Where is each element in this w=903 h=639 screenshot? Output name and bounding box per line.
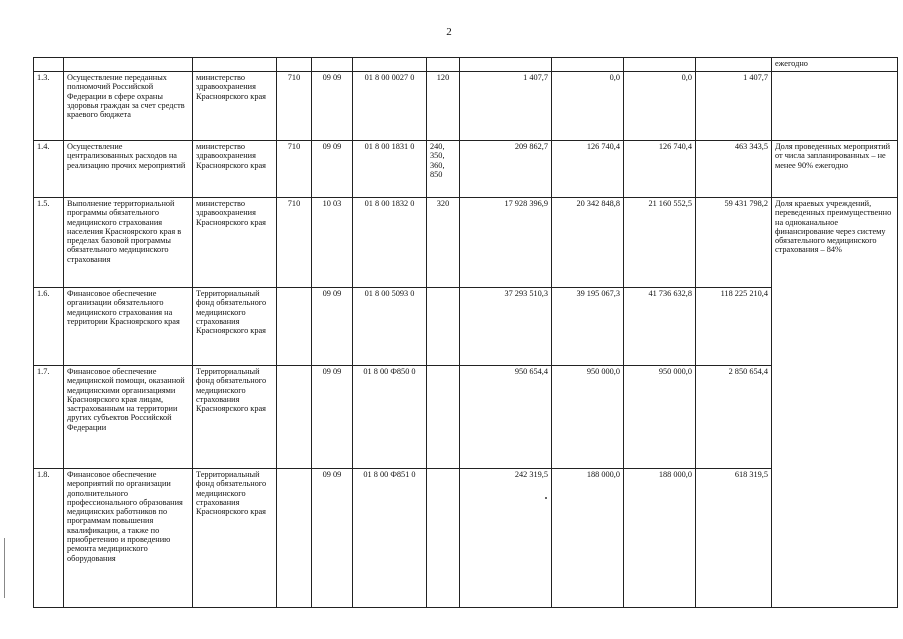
vr-code: 320 bbox=[427, 198, 460, 288]
table-row bbox=[34, 469, 898, 608]
row-number: 1.8. bbox=[34, 469, 64, 608]
executor: министерство здравоохранения Красноярского края bbox=[193, 198, 277, 288]
table-row bbox=[34, 198, 898, 288]
year1-amount: 209 862,7 bbox=[460, 141, 552, 198]
rzpr-code: 09 09 bbox=[312, 366, 353, 469]
csr-code: 01 8 00 0027 0 bbox=[353, 72, 427, 141]
result-cell: Доля проведенных мероприятий от числа запланированных – не менее 90% ежегодно bbox=[772, 141, 898, 198]
total-amount: 118 225 210,4 bbox=[696, 288, 772, 366]
program-table bbox=[33, 57, 898, 608]
grbs-code: 710 bbox=[277, 141, 312, 198]
year2-amount: 950 000,0 bbox=[552, 366, 624, 469]
row-number: 1.4. bbox=[34, 141, 64, 198]
result-cell: Доля краевых учреждений, переведенных преимущественно на одноканальное финансирование через систему обязательного медицинского страхования – 84% bbox=[772, 198, 898, 608]
executor: Территориальный фонд обязательного медицинского страхования Красноярского края bbox=[193, 288, 277, 366]
year1-amount: 242 319,5 bbox=[460, 469, 552, 608]
year2-amount: 126 740,4 bbox=[552, 141, 624, 198]
page-number: 2 bbox=[446, 26, 452, 38]
year2-amount: 39 195 067,3 bbox=[552, 288, 624, 366]
year1-amount: 37 293 510,3 bbox=[460, 288, 552, 366]
scan-artifact-dot bbox=[545, 497, 547, 499]
csr-code: 01 8 00 5093 0 bbox=[353, 288, 427, 366]
executor: Территориальный фонд обязательного медицинского страхования Красноярского края bbox=[193, 366, 277, 469]
csr-code: 01 8 00 1832 0 bbox=[353, 198, 427, 288]
year2-amount: 20 342 848,8 bbox=[552, 198, 624, 288]
executor: министерство здравоохранения Красноярского края bbox=[193, 72, 277, 141]
year3-amount: 41 736 632,8 bbox=[624, 288, 696, 366]
vr-code: 120 bbox=[427, 72, 460, 141]
executor: министерство здравоохранения Красноярского края bbox=[193, 141, 277, 198]
grbs-code bbox=[277, 366, 312, 469]
scan-artifact-line bbox=[4, 538, 5, 598]
activity-name: Осуществление централизованных расходов на реализацию прочих мероприятий bbox=[64, 141, 193, 198]
year1-amount: 1 407,7 bbox=[460, 72, 552, 141]
rzpr-code: 09 09 bbox=[312, 72, 353, 141]
executor: Территориальный фонд обязательного медицинского страхования Красноярского края bbox=[193, 469, 277, 608]
vr-code bbox=[427, 288, 460, 366]
rzpr-code: 09 09 bbox=[312, 469, 353, 608]
row-number: 1.5. bbox=[34, 198, 64, 288]
csr-code: 01 8 00 Ф850 0 bbox=[353, 366, 427, 469]
total-amount: 463 343,5 bbox=[696, 141, 772, 198]
table-row bbox=[34, 58, 898, 72]
result-cell bbox=[772, 72, 898, 141]
total-amount: 2 850 654,4 bbox=[696, 366, 772, 469]
table-row bbox=[34, 288, 898, 366]
row-number: 1.6. bbox=[34, 288, 64, 366]
row-number: 1.7. bbox=[34, 366, 64, 469]
activity-name: Финансовое обеспечение мероприятий по организации дополнительного профессионального образования медицинских работников по программам повышения квалификации, а также по приобретению и проведению ремонта медицинского оборудования bbox=[64, 469, 193, 608]
year2-amount: 0,0 bbox=[552, 72, 624, 141]
total-amount: 618 319,5 bbox=[696, 469, 772, 608]
rzpr-code: 09 09 bbox=[312, 141, 353, 198]
total-amount: 1 407,7 bbox=[696, 72, 772, 141]
vr-code bbox=[427, 366, 460, 469]
table-row bbox=[34, 72, 898, 141]
year3-amount: 0,0 bbox=[624, 72, 696, 141]
row-number: 1.3. bbox=[34, 72, 64, 141]
vr-code bbox=[427, 469, 460, 608]
year3-amount: 126 740,4 bbox=[624, 141, 696, 198]
csr-code: 01 8 00 1831 0 bbox=[353, 141, 427, 198]
year1-amount: 950 654,4 bbox=[460, 366, 552, 469]
rzpr-code: 09 09 bbox=[312, 288, 353, 366]
rzpr-code: 10 03 bbox=[312, 198, 353, 288]
grbs-code bbox=[277, 469, 312, 608]
result-cell: ежегодно bbox=[772, 58, 898, 72]
table-row bbox=[34, 141, 898, 198]
year1-amount: 17 928 396,9 bbox=[460, 198, 552, 288]
csr-code: 01 8 00 Ф851 0 bbox=[353, 469, 427, 608]
activity-name: Финансовое обеспечение организации обязательного медицинского страхования на территории Красноярского края bbox=[64, 288, 193, 366]
grbs-code: 710 bbox=[277, 198, 312, 288]
year2-amount: 188 000,0 bbox=[552, 469, 624, 608]
activity-name: Осуществление переданных полномочий Российской Федерации в сфере охраны здоровья граждан за счет средств краевого бюджета bbox=[64, 72, 193, 141]
activity-name: Финансовое обеспечение медицинской помощи, оказанной медицинскими организациями Красноярского края лицам, застрахованным на территории других субъектов Российской Федерации bbox=[64, 366, 193, 469]
grbs-code bbox=[277, 288, 312, 366]
year3-amount: 188 000,0 bbox=[624, 469, 696, 608]
year3-amount: 21 160 552,5 bbox=[624, 198, 696, 288]
grbs-code: 710 bbox=[277, 72, 312, 141]
table-row bbox=[34, 366, 898, 469]
vr-code: 240, 350, 360, 850 bbox=[427, 141, 460, 198]
year3-amount: 950 000,0 bbox=[624, 366, 696, 469]
activity-name: Выполнение территориальной программы обязательного медицинского страхования населения Красноярского края в пределах базовой программы обязательного медицинского страхования bbox=[64, 198, 193, 288]
total-amount: 59 431 798,2 bbox=[696, 198, 772, 288]
